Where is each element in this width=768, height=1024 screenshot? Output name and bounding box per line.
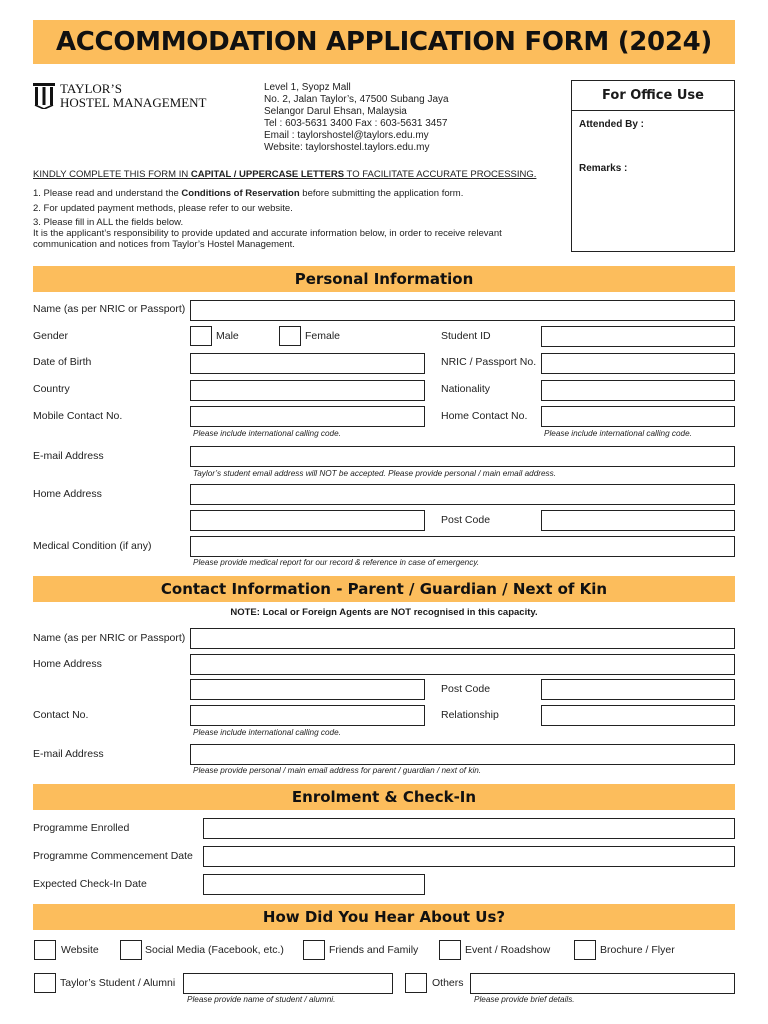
nationality-input[interactable] [541, 380, 735, 401]
post-code-label: Post Code [441, 514, 491, 526]
brochure-checkbox[interactable] [574, 940, 596, 960]
checkin-label: Expected Check-In Date [33, 878, 147, 890]
home-contact-label: Home Contact No. [441, 410, 528, 422]
home-address-label: Home Address [33, 488, 102, 500]
relationship-input[interactable] [541, 705, 735, 726]
others-input[interactable] [470, 973, 735, 994]
student-alumni-note: Please provide name of student / alumni. [187, 995, 336, 1004]
address-email: Email : taylorshostel@taylors.edu.my [264, 130, 429, 141]
guardian-contact-note: Please include international calling code. [193, 728, 341, 737]
country-label: Country [33, 383, 70, 395]
male-label: Male [216, 330, 239, 342]
guardian-post-code-input[interactable] [541, 679, 735, 700]
guardian-email-input[interactable] [190, 744, 735, 765]
personal-info-heading: Personal Information [33, 266, 735, 292]
logo-icon [33, 83, 55, 109]
home-contact-input[interactable] [541, 406, 735, 427]
form-title: ACCOMMODATION APPLICATION FORM (2024) [33, 20, 735, 64]
address-block [264, 82, 554, 154]
website-checkbox[interactable] [34, 940, 56, 960]
agent-note: NOTE: Local or Foreign Agents are NOT recognised in this capacity. [230, 607, 538, 618]
address-line: No. 2, Jalan Taylor’s, 47500 Subang Jaya [264, 94, 449, 105]
others-note: Please provide brief details. [474, 995, 575, 1004]
guardian-email-label: E-mail Address [33, 748, 104, 760]
dob-label: Date of Birth [33, 356, 92, 368]
female-checkbox[interactable] [279, 326, 301, 346]
male-checkbox[interactable] [190, 326, 212, 346]
guardian-contact-label: Contact No. [33, 709, 89, 721]
female-label: Female [305, 330, 341, 342]
instruction-item: 3. Please fill in ALL the fields below. [33, 216, 184, 228]
website-label: Website [61, 944, 99, 956]
social-media-checkbox[interactable] [120, 940, 142, 960]
student-id-label: Student ID [441, 330, 491, 342]
others-label: Others [432, 977, 464, 989]
medical-label: Medical Condition (if any) [33, 540, 152, 552]
guardian-post-code-label: Post Code [441, 683, 491, 695]
address-line: Tel : 603-5631 3400 Fax : 603-5631 3457 [264, 118, 448, 129]
mobile-note: Please include international calling code. [193, 429, 341, 438]
student-alumni-checkbox[interactable] [34, 973, 56, 993]
guardian-name-label: Name (as per NRIC or Passport) [33, 632, 186, 644]
commencement-label: Programme Commencement Date [33, 850, 193, 862]
nric-label: NRIC / Passport No. [441, 356, 537, 368]
social-media-label: Social Media (Facebook, etc.) [145, 944, 284, 956]
country-input[interactable] [190, 380, 425, 401]
hear-heading: How Did You Hear About Us? [33, 904, 735, 930]
instruction-item: 1. Please read and understand the Conditions of Reservation before submitting the application form. [33, 188, 464, 200]
responsibility-text: It is the applicant’s responsibility to provide updated and accurate information below, in order to receive relevant [33, 228, 502, 240]
instruction-item: 2. For updated payment methods, please refer to our website. [33, 202, 293, 214]
remarks-label: Remarks : [579, 163, 628, 174]
logo [33, 82, 243, 112]
guardian-email-note: Please provide personal / main email address for parent / guardian / next of kin. [193, 766, 482, 775]
brochure-label: Brochure / Flyer [600, 944, 675, 956]
student-id-input[interactable] [541, 326, 735, 347]
nric-input[interactable] [541, 353, 735, 374]
friends-checkbox[interactable] [303, 940, 325, 960]
logo-line1: TAYLOR’S [60, 81, 123, 96]
guardian-name-input[interactable] [190, 628, 735, 649]
office-use-title: For Office Use [572, 81, 734, 111]
responsibility-text: communication and notices from Taylor’s Hostel Management. [33, 239, 295, 251]
home-contact-note: Please include international calling code. [544, 429, 692, 438]
guardian-address-label: Home Address [33, 658, 102, 670]
kindly-line: KINDLY COMPLETE THIS FORM IN CAPITAL / UPPERCASE LETTERS TO FACILITATE ACCURATE PROCESSING. [33, 169, 537, 180]
address-website: Website: taylorshostel.taylors.edu.my [264, 142, 430, 153]
mobile-label: Mobile Contact No. [33, 410, 123, 422]
enrolment-heading: Enrolment & Check-In [33, 784, 735, 810]
name-input[interactable] [190, 300, 735, 321]
friends-label: Friends and Family [329, 944, 419, 956]
address-line: Selangor Darul Ehsan, Malaysia [264, 106, 407, 117]
dob-input[interactable] [190, 353, 425, 374]
email-label: E-mail Address [33, 450, 104, 462]
gender-label: Gender [33, 330, 69, 342]
event-checkbox[interactable] [439, 940, 461, 960]
medical-note: Please provide medical report for our record & reference in case of emergency. [193, 558, 480, 567]
commencement-input[interactable] [203, 846, 735, 867]
medical-input[interactable] [190, 536, 735, 557]
student-alumni-label: Taylor’s Student / Alumni [60, 977, 176, 989]
student-alumni-input[interactable] [183, 973, 393, 994]
mobile-input[interactable] [190, 406, 425, 427]
nationality-label: Nationality [441, 383, 491, 395]
email-note: Taylor’s student email address will NOT be accepted. Please provide personal / main email address. [193, 469, 557, 478]
programme-input[interactable] [203, 818, 735, 839]
others-checkbox[interactable] [405, 973, 427, 993]
email-input[interactable] [190, 446, 735, 467]
name-label: Name (as per NRIC or Passport) [33, 303, 186, 315]
guardian-contact-input[interactable] [190, 705, 425, 726]
address-line: Level 1, Syopz Mall [264, 82, 351, 93]
home-address-input-1[interactable] [190, 484, 735, 505]
instructions [33, 168, 563, 253]
contact-info-heading: Contact Information - Parent / Guardian / Next of Kin [33, 576, 735, 602]
guardian-address-input-2[interactable] [190, 679, 425, 700]
office-use-box [571, 80, 735, 252]
event-label: Event / Roadshow [465, 944, 551, 956]
attended-by-label: Attended By : [579, 119, 644, 130]
programme-label: Programme Enrolled [33, 822, 130, 834]
home-address-input-2[interactable] [190, 510, 425, 531]
logo-line2: HOSTEL MANAGEMENT [60, 95, 207, 110]
post-code-input[interactable] [541, 510, 735, 531]
guardian-address-input-1[interactable] [190, 654, 735, 675]
relationship-label: Relationship [441, 709, 499, 721]
checkin-input[interactable] [203, 874, 425, 895]
